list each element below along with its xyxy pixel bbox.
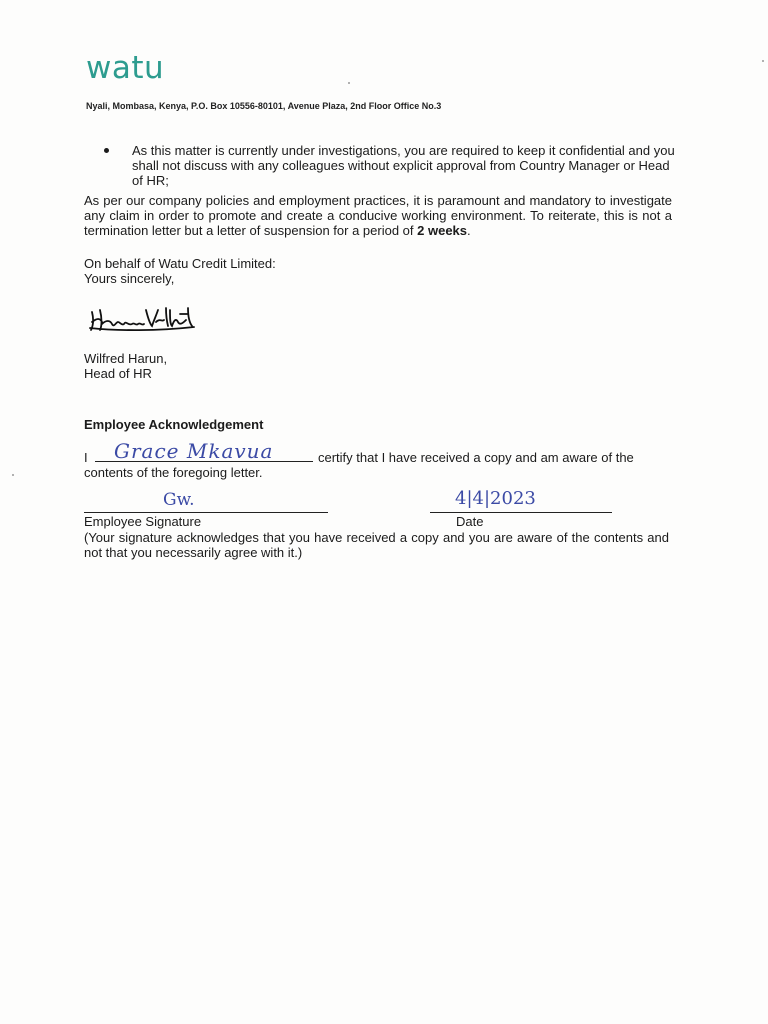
- company-address: Nyali, Mombasa, Kenya, P.O. Box 10556-80101, Avenue Plaza, 2nd Floor Office No.3: [86, 101, 442, 111]
- suspension-paragraph: [84, 193, 672, 238]
- paragraph-end: .: [467, 223, 471, 238]
- bullet-text: As this matter is currently under investigations, you are required to keep it confidential and you shall not discuss with any colleagues without explicit approval from Country Manager or Head of HR;: [132, 143, 675, 188]
- signatory-title: Head of HR: [84, 366, 152, 381]
- suspension-period: 2 weeks: [417, 223, 468, 238]
- company-logo: watu: [86, 50, 165, 86]
- bullet-icon: [104, 148, 109, 153]
- date-handwritten: 4|4|2023: [455, 488, 536, 509]
- acknowledgement-note: (Your signature acknowledges that you have received a copy and you are aware of the contents and not that you necessarily agree with it.): [84, 530, 669, 560]
- certify-line-1: certify that I have received a copy and am aware of the: [318, 450, 634, 465]
- employee-signature-label: Employee Signature: [84, 514, 202, 529]
- date-label: Date: [456, 514, 484, 529]
- scan-speck: [348, 82, 350, 84]
- employee-signature-line: [84, 512, 328, 513]
- date-line: [430, 512, 612, 513]
- paragraph-main-text: As per our company policies and employment practices, it is paramount and mandatory to investigate any claim in order to promote and create a conducive working environment. To reiterate, this is not a termination letter but a letter of suspension for a period of: [84, 193, 672, 238]
- employee-signature-mark: Gw.: [163, 490, 195, 510]
- scan-speck: [762, 60, 764, 62]
- signatory-signature: [88, 300, 198, 336]
- on-behalf-line: On behalf of Watu Credit Limited:: [84, 256, 276, 271]
- signatory-name: Wilfred Harun,: [84, 351, 168, 366]
- acknowledgement-heading: Employee Acknowledgement: [84, 417, 264, 432]
- employee-name-handwritten: Grace Mkavua: [114, 439, 274, 463]
- certify-line-2: contents of the foregoing letter.: [84, 465, 263, 480]
- closing-line: Yours sincerely,: [84, 271, 175, 286]
- ack-prefix: I: [84, 450, 88, 465]
- scan-speck: [12, 474, 14, 476]
